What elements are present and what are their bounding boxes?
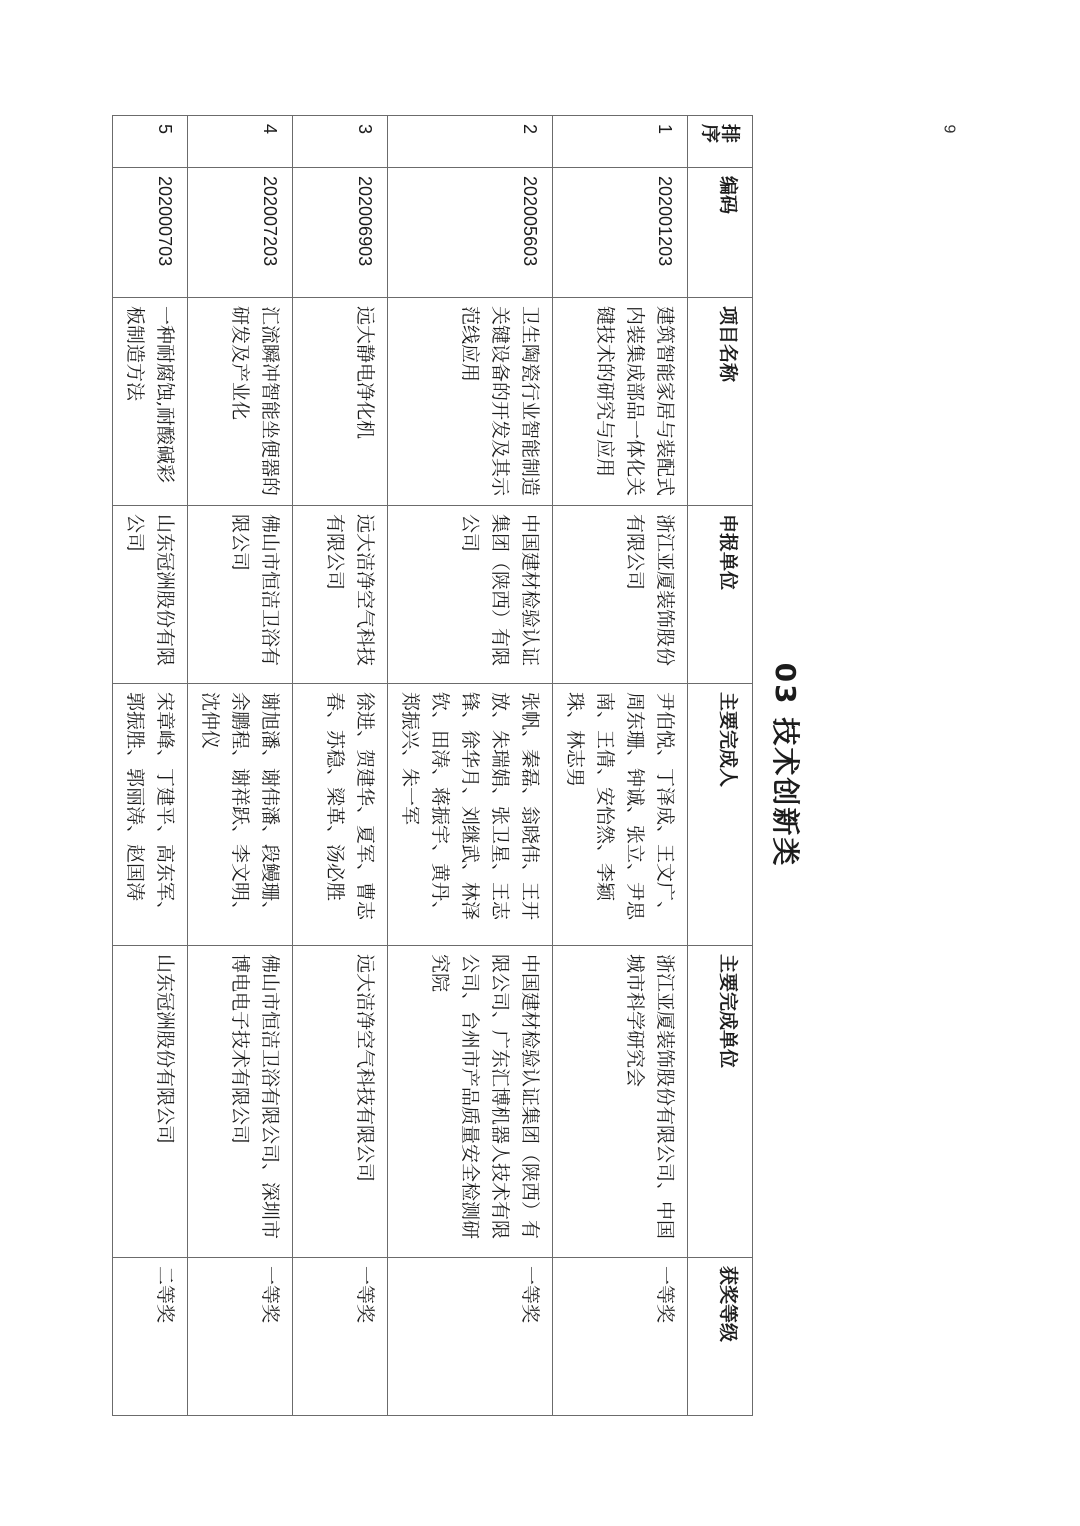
- award-table: [112, 115, 753, 1416]
- cell-persons: 宋章峰、丁建平、高东军、郭振胜、郭丽涛、赵国涛: [113, 684, 188, 946]
- cell-code: 202005603: [388, 168, 553, 298]
- cell-applicant: 中国建材检验认证集团（陕西）有限公司: [388, 506, 553, 684]
- cell-persons: 张帆、秦磊、翁晓伟、王开放、朱瑞娟、张卫星、王志锋、徐华月、刘继武、林泽钦、田涛、蒋振宇、黄丹、郑振兴、朱一军: [388, 684, 553, 946]
- header-project: 项目名称: [688, 298, 753, 506]
- cell-applicant: 浙江亚厦装饰股份有限公司: [553, 506, 688, 684]
- cell-code: 202007203: [188, 168, 293, 298]
- cell-persons: 徐进、贺建华、夏军、曹志春、苏稳、梁革、汤必胜: [293, 684, 388, 946]
- cell-project: 建筑智能家居与装配式内装集成部品一体化关键技术的研究与应用: [553, 298, 688, 506]
- cell-seq: 3: [293, 116, 388, 168]
- cell-applicant: 山东冠洲股份有限公司: [113, 506, 188, 684]
- table-row: [388, 116, 553, 1416]
- header-persons: 主要完成人: [688, 684, 753, 946]
- cell-units: 远大洁净空气科技有限公司: [293, 946, 388, 1258]
- cell-applicant: 远大洁净空气科技有限公司: [293, 506, 388, 684]
- cell-code: 202006903: [293, 168, 388, 298]
- table-row: [113, 116, 188, 1416]
- cell-applicant: 佛山市恒洁卫浴有限公司: [188, 506, 293, 684]
- header-seq: 排序: [688, 116, 753, 168]
- cell-seq: 1: [553, 116, 688, 168]
- cell-seq: 5: [113, 116, 188, 168]
- cell-code: 202000703: [113, 168, 188, 298]
- cell-seq: 4: [188, 116, 293, 168]
- page-number: 9: [940, 124, 958, 134]
- table-header-row: [688, 116, 753, 1416]
- cell-seq: 2: [388, 116, 553, 168]
- header-code: 编码: [688, 168, 753, 298]
- cell-award: 一等奖: [553, 1258, 688, 1416]
- cell-persons: 谢旭潘、谢伟潘、段鳗珊、余鹏程、谢祥跃、李文明、沈仲仪: [188, 684, 293, 946]
- cell-units: 浙江亚厦装饰股份有限公司、中国城市科学研究会: [553, 946, 688, 1258]
- table-row: [553, 116, 688, 1416]
- cell-persons: 尹伯悦、丁泽成、王文广、周东珊、钟诚、张立、尹思南、王倩、安怡然、李颖珠、林志男: [553, 684, 688, 946]
- header-applicant: 申报单位: [688, 506, 753, 684]
- cell-project: 一种耐腐蚀,耐酸碱彩板制造方法: [113, 298, 188, 506]
- cell-code: 202001203: [553, 168, 688, 298]
- cell-units: 山东冠洲股份有限公司: [113, 946, 188, 1258]
- cell-units: 中国建材检验认证集团（陕西）有限公司、广东汇博机器人技术有限公司、台州市产品质量安全检测研究院: [388, 946, 553, 1258]
- cell-project: 卫生陶瓷行业智能制造关键设备的开发及其示范线应用: [388, 298, 553, 506]
- cell-award: 一等奖: [188, 1258, 293, 1416]
- cell-project: 远大静电净化机: [293, 298, 388, 506]
- cell-award: 二等奖: [113, 1258, 188, 1416]
- cell-award: 一等奖: [293, 1258, 388, 1416]
- table-row: [293, 116, 388, 1416]
- header-units: 主要完成单位: [688, 946, 753, 1258]
- section-title: 03 技术创新类: [769, 662, 803, 868]
- cell-award: 一等奖: [388, 1258, 553, 1416]
- table-row: [188, 116, 293, 1416]
- rotated-page-content: [124, 115, 815, 1415]
- cell-project: 汇流瞬冲智能坐便器的研发及产业化: [188, 298, 293, 506]
- cell-units: 佛山市恒洁卫浴有限公司、深圳市博电电子技术有限公司: [188, 946, 293, 1258]
- header-award: 获奖等级: [688, 1258, 753, 1416]
